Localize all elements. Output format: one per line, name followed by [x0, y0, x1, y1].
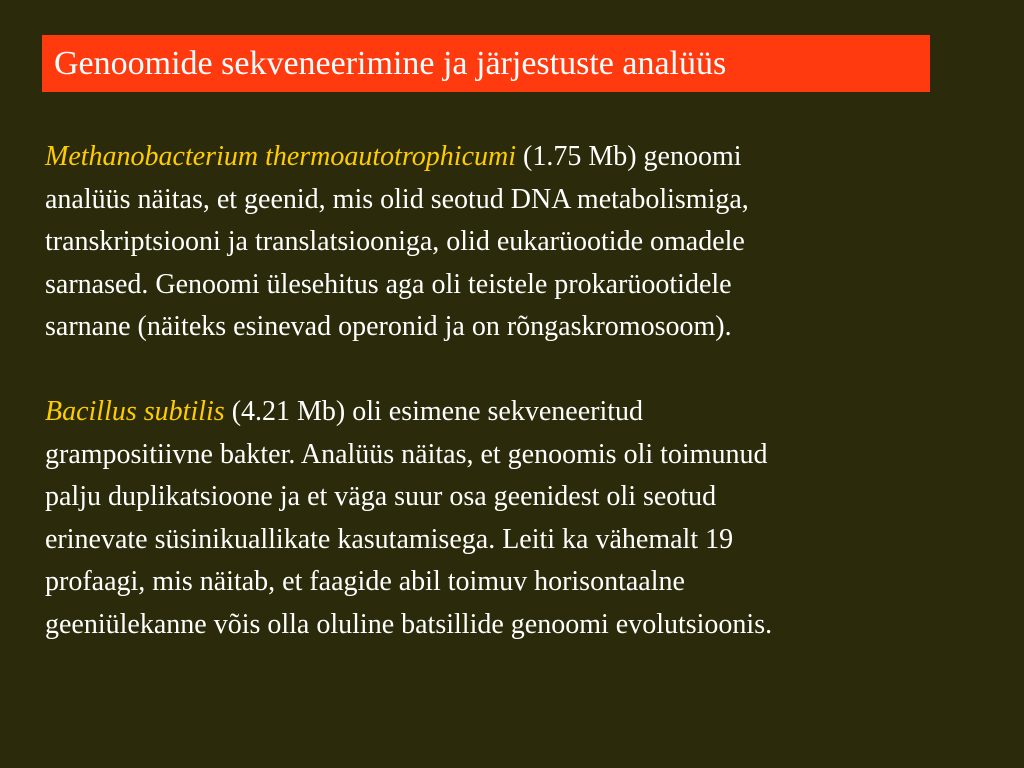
paragraph-line: erinevate süsinikuallikate kasutamisega. Leiti ka vähemalt 19: [45, 523, 734, 555]
paragraph-bacillus: [45, 391, 985, 646]
paragraph-line: [45, 391, 985, 434]
paragraph-line: palju duplikatsioone ja et väga suur osa geenidest oli seotud: [45, 481, 717, 512]
paragraph-line: sarnased. Genoomi ülesehitus aga oli teistele prokarüootidele: [45, 268, 732, 300]
slide-title: Genoomide sekveneerimine ja järjestuste analüüs: [54, 44, 727, 82]
paragraph-line: transkriptsiooni ja translatsiooniga, olid eukarüootide omadele: [45, 226, 745, 257]
species-name: Methanobacterium thermoautotrophicumi: [45, 141, 517, 172]
paragraph-line: grampositiivne bakter. Analüüs näitas, et genoomis oli toimunud: [45, 438, 768, 470]
paragraph-line: profaagi, mis näitab, et faagide abil toimuv horisontaalne: [45, 566, 685, 597]
paragraph-line: sarnane (näiteks esinevad operonid ja on rõngaskromosoom).: [45, 311, 732, 342]
paragraph-text: (1.75 Mb) genoomi: [516, 141, 742, 172]
paragraph-line: analüüs näitas, et geenid, mis olid seotud DNA metabolismiga,: [45, 183, 749, 215]
paragraph-line: [45, 136, 985, 179]
species-name: Bacillus subtilis: [45, 396, 225, 427]
paragraph-line: geeniülekanne võis olla oluline batsillide genoomi evolutsioonis.: [45, 608, 773, 640]
paragraph-text: (4.21 Mb) oli esimene sekveneeritud: [224, 396, 644, 427]
paragraph-methanobacterium: [45, 136, 985, 349]
slide-title-bar: [42, 35, 930, 92]
